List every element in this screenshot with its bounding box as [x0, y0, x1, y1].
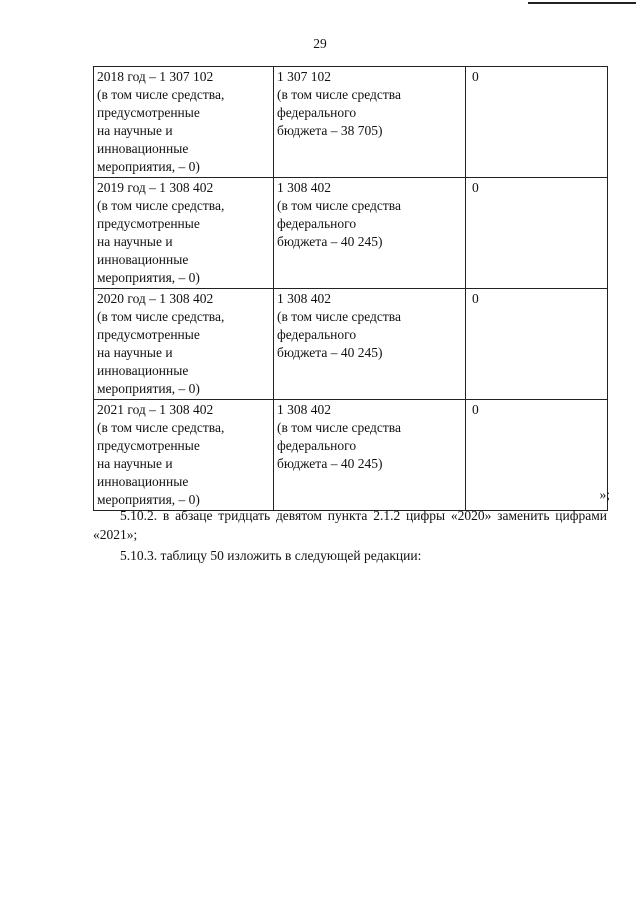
table-cell-year-total: 2021 год – 1 308 402 (в том числе средства, предусмотренные на научные и инновационные мероприятия, – 0) — [94, 400, 274, 511]
table-cell-budget: 1 308 402 (в том числе средства федерального бюджета – 40 245) — [274, 400, 466, 511]
table-row — [94, 67, 608, 178]
table-cell-other: 0 — [466, 67, 608, 178]
table-cell-other: 0 — [466, 400, 608, 511]
table-cell-budget: 1 307 102 (в том числе средства федерального бюджета – 38 705) — [274, 67, 466, 178]
table-cell-year-total: 2018 год – 1 307 102 (в том числе средства, предусмотренные на научные и инновационные мероприятия, – 0) — [94, 67, 274, 178]
closing-quote: »; — [599, 487, 610, 502]
table-cell-other: 0 — [466, 178, 608, 289]
page-number: 29 — [313, 36, 327, 51]
table-cell-other: 0 — [466, 289, 608, 400]
table-cell-budget: 1 308 402 (в том числе средства федерального бюджета – 40 245) — [274, 289, 466, 400]
table-cell-budget: 1 308 402 (в том числе средства федерального бюджета – 40 245) — [274, 178, 466, 289]
table-row — [94, 400, 608, 511]
table-row — [94, 178, 608, 289]
paragraph-5-10-3: 5.10.3. таблицу 50 изложить в следующей редакции: — [120, 548, 422, 563]
paragraph-5-10-2: 5.10.2. в абзаце тридцать девятом пункта 2.1.2 цифры «2020» заменить цифрами «2021»; — [93, 508, 607, 542]
funding-table — [93, 66, 608, 511]
table-cell-year-total: 2019 год – 1 308 402 (в том числе средства, предусмотренные на научные и инновационные мероприятия, – 0) — [94, 178, 274, 289]
table-cell-year-total: 2020 год – 1 308 402 (в том числе средства, предусмотренные на научные и инновационные мероприятия, – 0) — [94, 289, 274, 400]
top-edge-rule — [528, 2, 636, 4]
table-row — [94, 289, 608, 400]
